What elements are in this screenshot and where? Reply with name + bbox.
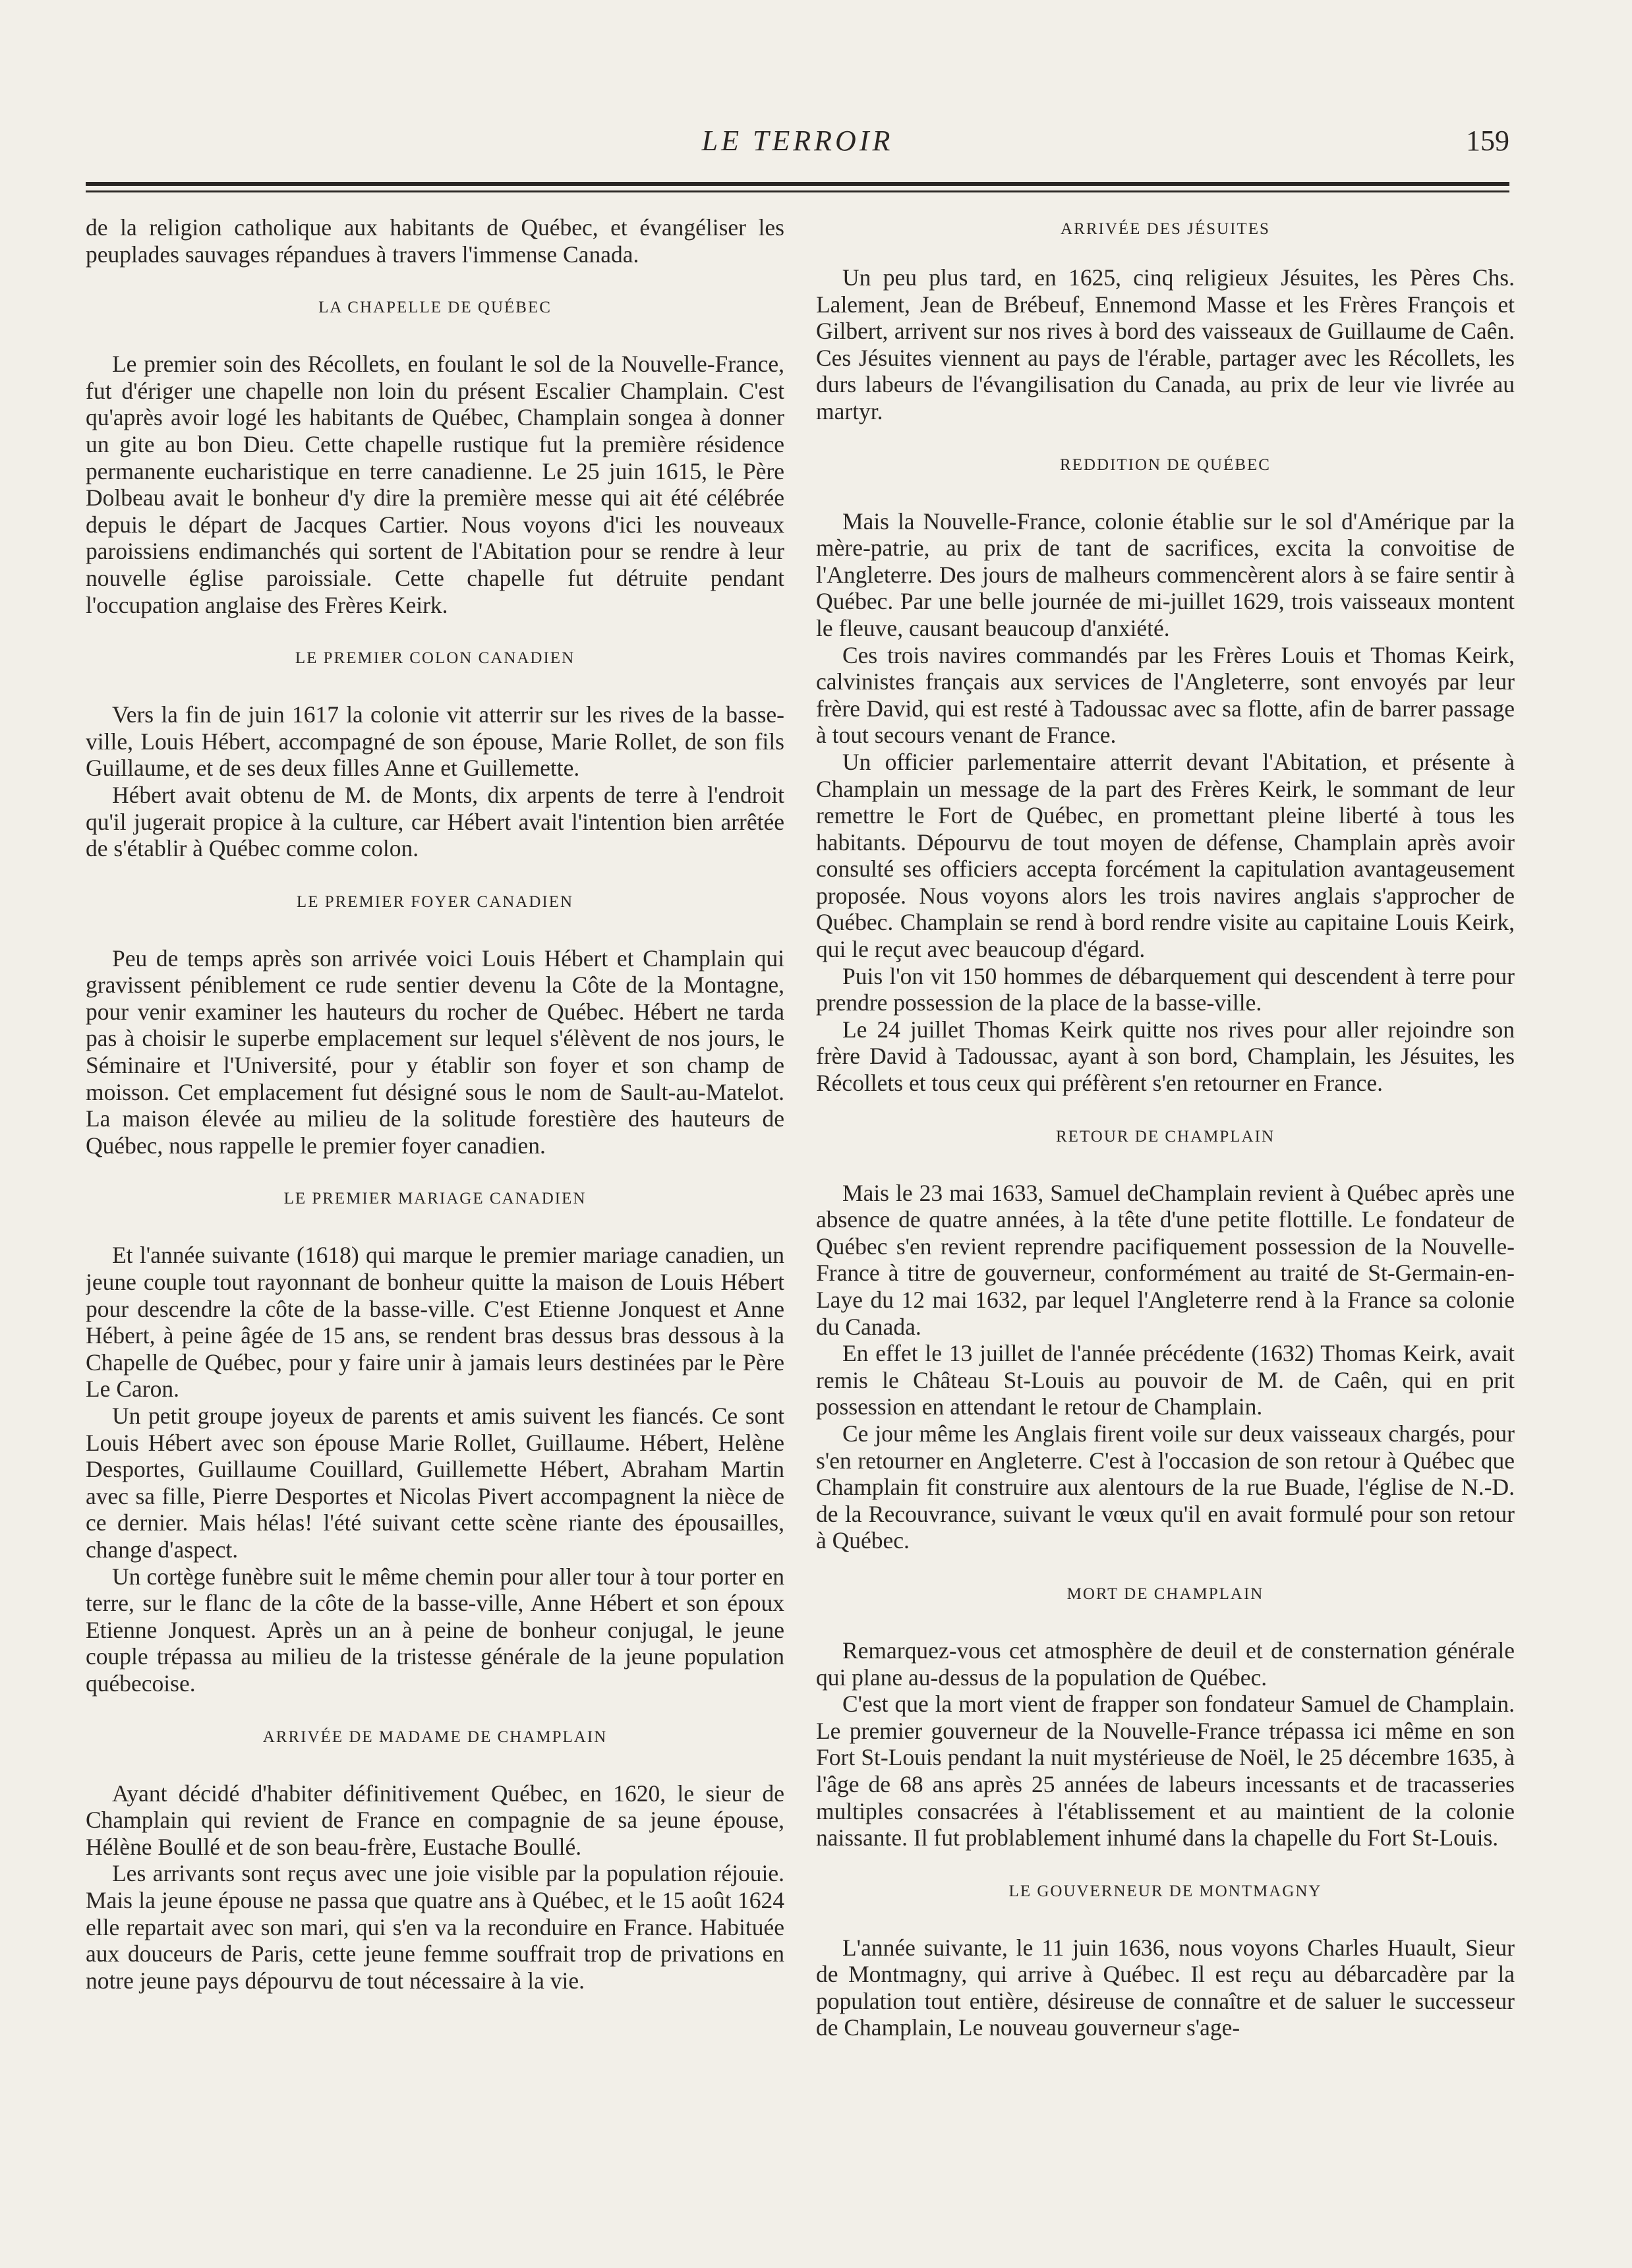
paragraph: C'est que la mort vient de frapper son fondateur Samuel de Champlain. Le premier gouverneur de la Nouvelle-France trépassa ici même en son Fort St-Louis pendant la nuit mystérieuse de Noël, le 25 décembre 1635, à l'âge de 68 ans après 25 années de labeurs incessants et de tracasseries multiples consacrées à l'établissement et au maintient de la colonie naissante. Il fut problablement inhumé dans la chapelle du Fort St-Louis. <box>816 1691 1515 1851</box>
paragraph: Ces trois navires commandés par les Frères Louis et Thomas Keirk, calvinistes français aux services de l'Angleterre, sont envoyés par leur frère David, qui est resté à Tadoussac avec sa flotte, afin de barrer passage à tout secours venant de France. <box>816 641 1515 749</box>
header-rule-thin <box>86 190 1509 192</box>
paragraph: Le premier soin des Récollets, en foulant le sol de la Nouvelle-France, fut d'ériger une chapelle non loin du présent Escalier Champlain. C'est qu'après avoir logé les habitants de Québec, Champlain songea à donner un gite au bon Dieu. Cette chapelle rustique fut la première résidence permanente eucharistique en terre canadienne. Le 25 juin 1615, le Père Dolbeau avait le bonheur d'y dire la première messe qui ait été célébrée depuis le départ de Jacques Cartier. Nous voyons d'ici les nouveaux paroissiens endimanchés qui sortent de l'Abitation pour se rendre à leur nouvelle église paroissiale. Cette chapelle fut détruite pendant l'occupation anglaise des Frères Keirk. <box>86 351 784 618</box>
paragraph: Hébert avait obtenu de M. de Monts, dix arpents de terre à l'endroit qu'il jugerait propice à la culture, car Hébert avait l'intention bien arrêtée de s'établir à Québec comme colon. <box>86 781 784 862</box>
section-heading-montmagny: LE GOUVERNEUR DE MONTMAGNY <box>1008 1882 1322 1900</box>
paragraph: Et l'année suivante (1618) qui marque le premier mariage canadien, un jeune couple tout rayonnant de bonheur quitte la maison de Louis Hébert pour descendre la côte de la basse-ville. C'est Etienne Jonquest et Anne Hébert, à peine âgée de 15 ans, se rendent bras dessus bras dessous à la Chapelle de Québec, pour y faire unir à jamais leurs destinées par le Père Le Caron. <box>86 1242 784 1403</box>
section-heading-retour-champlain: RETOUR DE CHAMPLAIN <box>1056 1127 1275 1146</box>
section-heading-premier-foyer: LE PREMIER FOYER CANADIEN <box>296 892 574 911</box>
header-rule-thick <box>86 182 1509 186</box>
paragraph: En effet le 13 juillet de l'année précédente (1632) Thomas Keirk, avait remis le Château St-Louis au pouvoir de M. de Caên, qui en prit possession en attendant le retour de Champlain. <box>816 1340 1515 1420</box>
paragraph: Un officier parlementaire atterrit devant l'Abitation, et présente à Champlain un message de la part des Frères Keirk, le sommant de leur remettre le Fort de Québec, en promettant pleine liberté à tous les habitants. Dépourvu de tout moyen de défense, Champlain après avoir consulté ses officiers accepta forcément la capitulation avantageusement proposée. Nous voyons alors les trois navires anglais s'approcher de Québec. Champlain se rend à bord rendre visite au capitaine Louis Keirk, qui le reçut avec beaucoup d'égard. <box>816 748 1515 963</box>
paragraph: Vers la fin de juin 1617 la colonie vit atterrir sur les rives de la basse-ville, Louis Hébert, accompagné de son épouse, Marie Rollet, de son fils Guillaume, et de ses deux filles Anne et Guillemette. <box>86 701 784 782</box>
intro-paragraph: de la religion catholique aux habitants de Québec, et évangéliser les peuplades sauvages répandues à travers l'immense Canada. <box>86 214 784 268</box>
section-heading-premier-colon: LE PREMIER COLON CANADIEN <box>295 649 575 668</box>
right-column <box>816 214 1515 2192</box>
paragraph: Mais la Nouvelle-France, colonie établie sur le sol d'Amérique par la mère-patrie, au prix de tant de sacrifices, excita la convoitise de l'Angleterre. Des jours de malheurs commencèrent alors à se faire sentir à Québec. Par une belle journée de mi-juillet 1629, trois vaisseaux montent le fleuve, causant beaucoup d'anxiété. <box>816 508 1515 641</box>
paragraph: Ce jour même les Anglais firent voile sur deux vaisseaux chargés, pour s'en retourner en Angleterre. C'est à l'occasion de son retour à Québec que Champlain fit construire aux alentours de la rue Buade, l'église de N.-D. de la Recouvrance, suivant le vœux qu'il en avait formulé pour son retour à Québec. <box>816 1420 1515 1554</box>
running-title: LE TERROIR <box>701 125 894 157</box>
paragraph: Puis l'on vit 150 hommes de débarquement qui descendent à terre pour prendre possession de la place de la basse-ville. <box>816 962 1515 1016</box>
section-heading-mort-champlain: MORT DE CHAMPLAIN <box>1066 1585 1264 1603</box>
page-number: 159 <box>1466 125 1509 157</box>
paragraph: Le 24 juillet Thomas Keirk quitte nos rives pour aller rejoindre son frère David à Tadoussac, ayant à son bord, Champlain, les Jésuites, les Récollets et tous ceux qui préfèrent s'en retourner en France. <box>816 1016 1515 1097</box>
paragraph: Remarquez-vous cet atmosphère de deuil et de consternation générale qui plane au-dessus de la population de Québec. <box>816 1637 1515 1691</box>
section-heading-jesuites: ARRIVÉE DES JÉSUITES <box>1061 220 1270 238</box>
paragraph: L'année suivante, le 11 juin 1636, nous voyons Charles Huault, Sieur de Montmagny, qui arrive à Québec. Il est reçu au débarcadère par la population tout entière, désireuse de connaître et de saluer le successeur de Champlain, Le nouveau gouverneur s'age- <box>816 1934 1515 2041</box>
page-header <box>86 124 1509 170</box>
section-heading-reddition: REDDITION DE QUÉBEC <box>1060 455 1271 474</box>
section-heading-chapelle: LA CHAPELLE DE QUÉBEC <box>318 299 552 317</box>
paragraph: Un cortège funèbre suit le même chemin pour aller tour à tour porter en terre, sur le flanc de la côte de la basse-ville, Anne Hébert et son époux Etienne Jonquest. Après un an à peine de bonheur conjugal, le jeune couple trépassa au milieu de la tristesse générale de la jeune population québecoise. <box>86 1563 784 1697</box>
paragraph: Un peu plus tard, en 1625, cinq religieux Jésuites, les Pères Chs. Lalement, Jean de Brébeuf, Ennemond Masse et les Frères François et Gilbert, arrivent sur nos rives à bord des vaisseaux de Guillaume de Caên. Ces Jésuites viennent au pays de l'érable, partager avec les Récollets, les durs labeurs de l'évangilisation du Canada, au prix de leur vie livrée au martyr. <box>816 264 1515 424</box>
paragraph: Mais le 23 mai 1633, Samuel deChamplain revient à Québec après une absence de quatre années, à la tête d'une petite flottille. Le fondateur de Québec s'en revient reprendre pacifiquement possession de la Nouvelle-France à titre de gouverneur, conformément au traité de St-Germain-en-Laye du 12 mai 1632, par lequel l'Angleterre rend à la France sa colonie du Canada. <box>816 1179 1515 1340</box>
left-column <box>86 214 784 2192</box>
paragraph: Peu de temps après son arrivée voici Louis Hébert et Champlain qui gravissent péniblement ce rude sentier devenu la Côte de la Montagne, pour venir examiner les hauteurs du rocher de Québec. Hébert ne tarda pas à choisir le superbe emplacement sur lequel s'élèvent de nos jours, le Séminaire et l'Université, pour y établir son foyer et son champ de moisson. Cet emplacement fut désigné sous le nom de Sault-au-Matelot. La maison élevée au milieu de la solitude forestière des hauteurs de Québec, nous rappelle le premier foyer canadien. <box>86 945 784 1159</box>
paragraph: Un petit groupe joyeux de parents et amis suivent les fiancés. Ce sont Louis Hébert avec son épouse Marie Rollet, Guillaume. Hébert, Helène Desportes, Guillaume Couillard, Guillemette Hébert, Abraham Martin avec sa fille, Pierre Desportes et Nicolas Pivert accompagnent la nièce de ce dernier. Mais hélas! l'été suivant cette scène riante des épousailles, change d'aspect. <box>86 1403 784 1563</box>
section-heading-madame-champlain: ARRIVÉE DE MADAME DE CHAMPLAIN <box>262 1728 608 1746</box>
paragraph: Les arrivants sont reçus avec une joie visible par la population réjouie. Mais la jeune épouse ne passa que quatre ans à Québec, et le 15 août 1624 elle repartait avec son mari, qui s'en va la reconduire en France. Habituée aux douceurs de Paris, cette jeune femme souffrait trop de privations en notre jeune pays dépourvu de tout nécessaire à la vie. <box>86 1860 784 1994</box>
section-heading-premier-mariage: LE PREMIER MARIAGE CANADIEN <box>283 1190 587 1208</box>
paragraph: Ayant décidé d'habiter définitivement Québec, en 1620, le sieur de Champlain qui revient de France en compagnie de sa jeune épouse, Hélène Boullé et de son beau-frère, Eustache Boullé. <box>86 1780 784 1860</box>
